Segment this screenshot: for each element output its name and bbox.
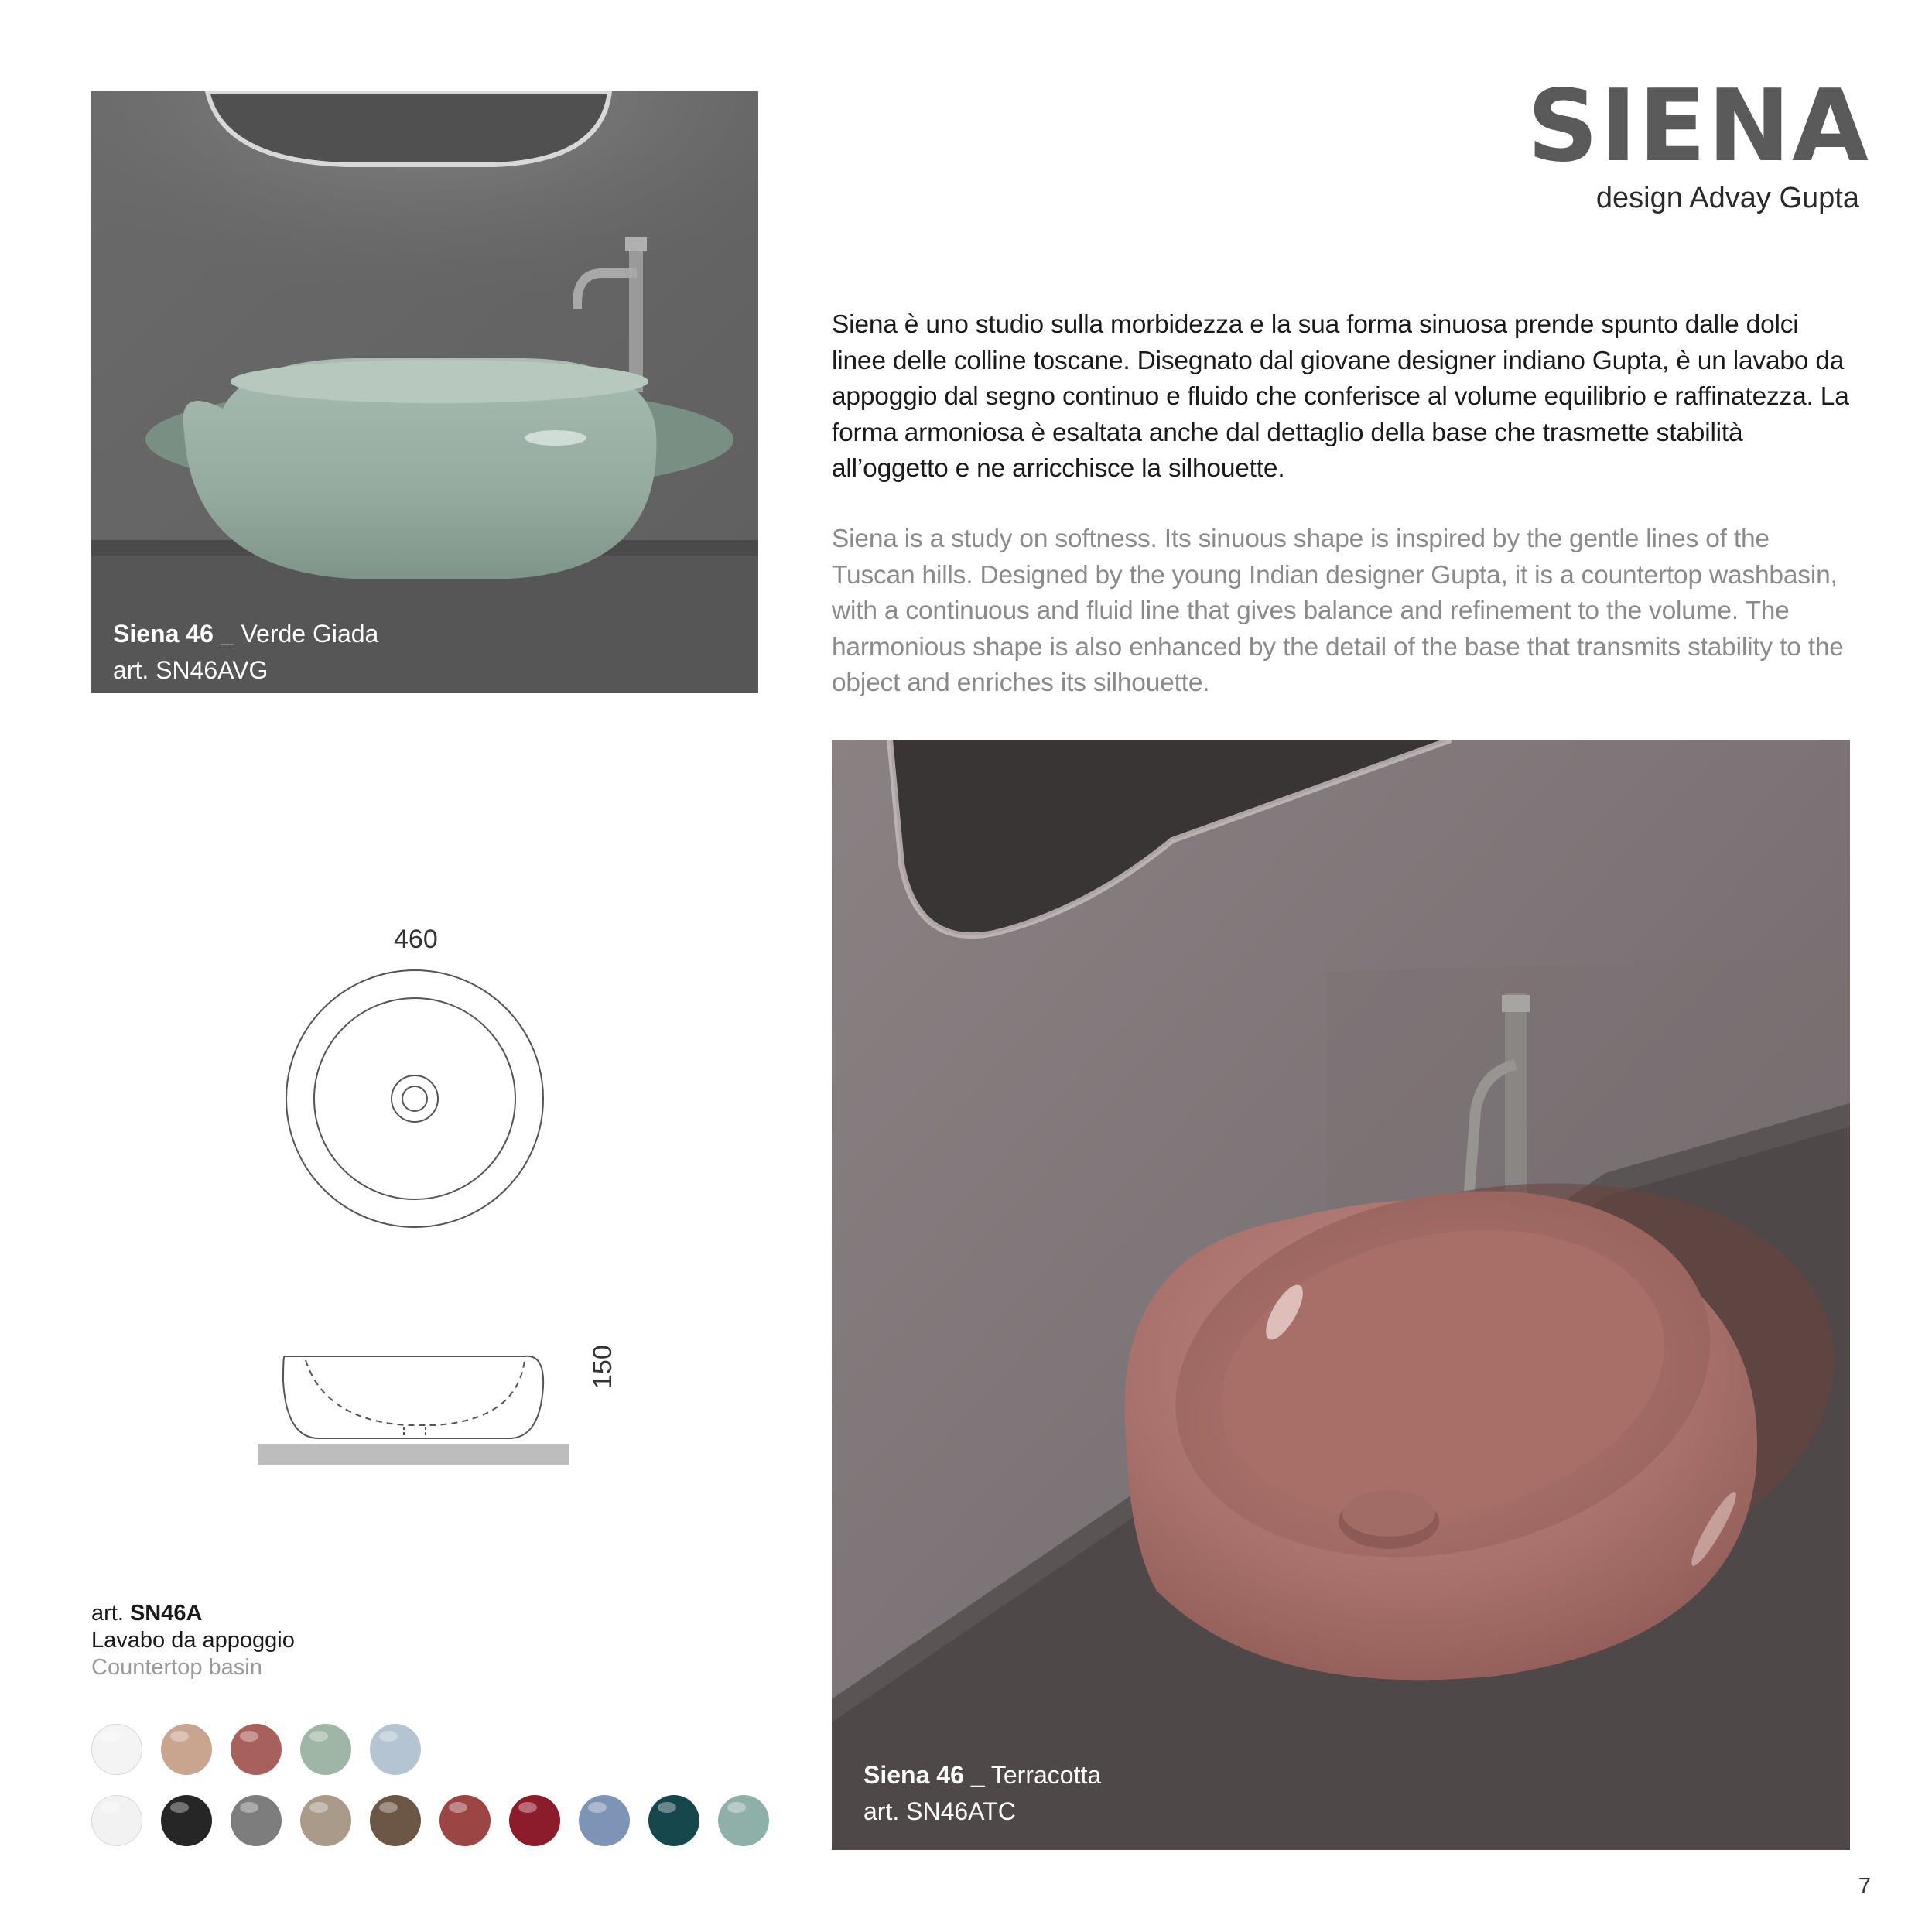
photo-terracotta-caption: [863, 1757, 1101, 1830]
product-name-italian: Lavabo da appoggio: [91, 1628, 295, 1653]
caption-model: Siena 46 _: [863, 1761, 985, 1789]
color-swatch: [231, 1724, 282, 1775]
technical-drawing-lines: [232, 913, 665, 1486]
product-article-info: [91, 1600, 295, 1681]
color-swatch: [648, 1795, 699, 1846]
page-title: SIENA: [1527, 69, 1870, 184]
page-number: 7: [1858, 1874, 1871, 1899]
photo-verde-giada-illustration: [91, 91, 758, 693]
color-swatch: [718, 1795, 769, 1846]
color-swatch: [231, 1795, 282, 1846]
color-swatch: [161, 1724, 212, 1775]
height-dimension-label: 150: [588, 1345, 617, 1389]
article-prefix: art.: [91, 1601, 124, 1626]
caption-color-name: Verde Giada: [241, 620, 379, 648]
color-swatch: [91, 1724, 142, 1775]
color-swatch: [509, 1795, 560, 1846]
color-swatch: [91, 1795, 142, 1846]
color-swatch: [370, 1724, 421, 1775]
technical-drawing: [232, 913, 665, 1486]
width-dimension-label: 460: [394, 925, 438, 954]
color-swatch: [161, 1795, 212, 1846]
photo-terracotta-illustration: [832, 740, 1850, 1850]
article-code: SN46A: [129, 1601, 203, 1626]
title-block: [1527, 69, 1870, 214]
product-photo-terracotta: [832, 740, 1850, 1850]
description-italian: Siena è uno studio sulla morbidezza e la sua forma sinuosa prende spunto dalle dolci linee delle colline toscane. Disegnato dal giovane designer indiano Gupta, è un lavabo da appoggio dal segno continuo e fluido che conferisce al volume equilibrio e raffinatezza. La forma armoniosa è esaltata anche dal dettaglio della base che trasmette stabilità all’oggetto e ne arricchisce la silhouette.: [832, 310, 1849, 483]
color-swatch: [300, 1724, 351, 1775]
color-swatch: [370, 1795, 421, 1846]
designer-credit: design Advay Gupta: [1595, 182, 1859, 214]
caption-article-code: art. SN46ATC: [863, 1797, 1016, 1825]
photo-verde-giada-caption: [113, 616, 378, 689]
product-photo-verde-giada: [91, 91, 758, 693]
description-english: Siena is a study on softness. Its sinuous shape is inspired by the gentle lines of the Tuscan hills. Designed by the young Indian designer Gupta, it is a countertop washbasin, with a continuous and fluid line that gives balance and refinement to the volume. The harmonious shape is also enhanced by the detail of the base that transmits stability to the object and enriches its silhouette.: [832, 525, 1844, 697]
product-name-english: Countertop basin: [91, 1655, 262, 1680]
caption-model: Siena 46 _: [113, 620, 234, 648]
caption-color-name: Terracotta: [990, 1761, 1102, 1789]
caption-article-code: art. SN46AVG: [113, 656, 268, 684]
color-swatch: [579, 1795, 630, 1846]
color-swatch: [439, 1795, 491, 1846]
color-swatch: [300, 1795, 351, 1846]
